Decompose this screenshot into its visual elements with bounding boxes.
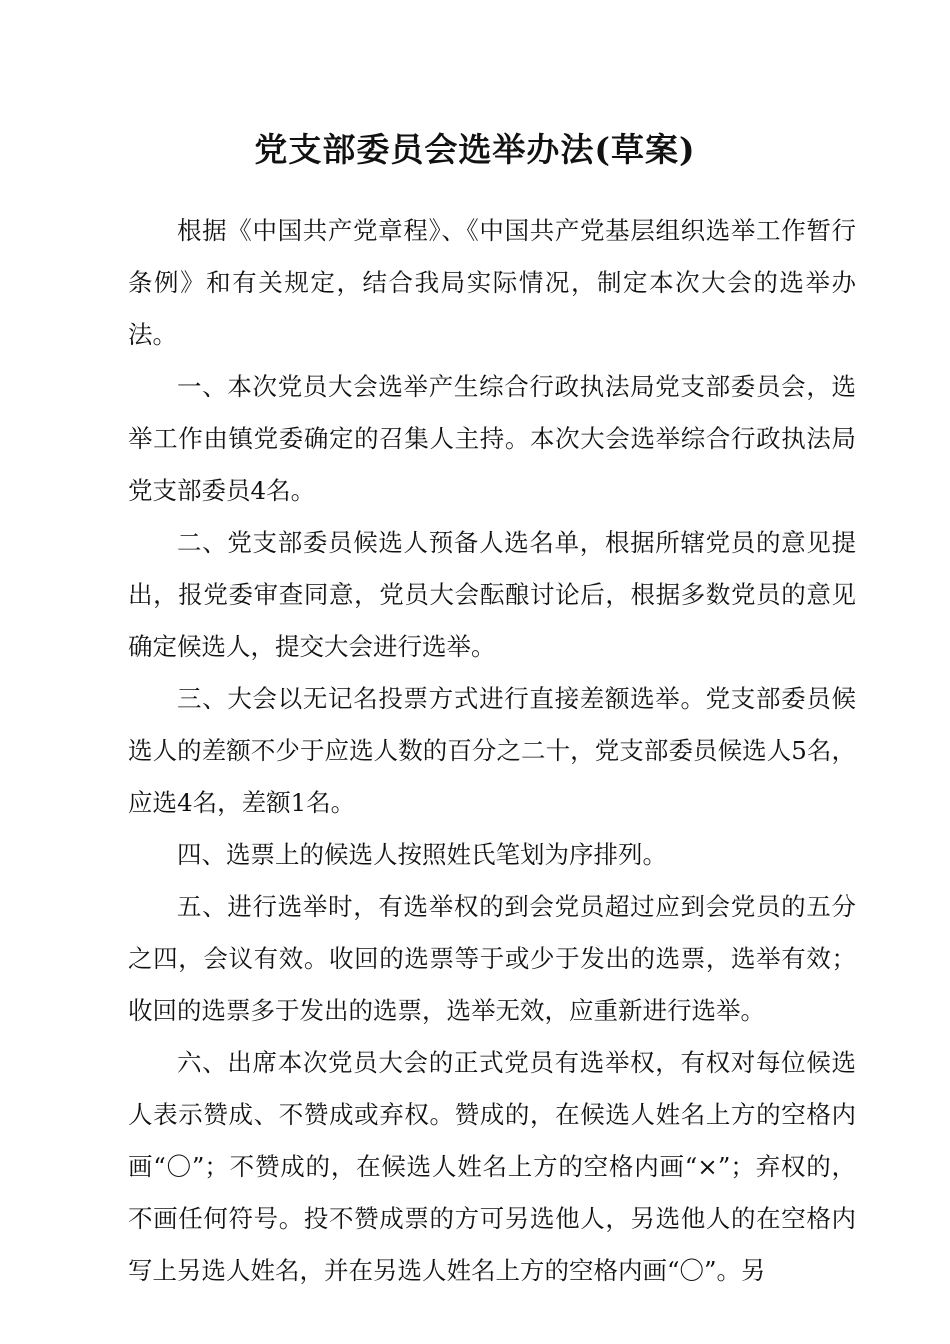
paragraph-preamble: 根据《中国共产党章程》、《中国共产党基层组织选举工作暂行条例》和有关规定，结合我局实际情况，制定本次大会的选举办法。 bbox=[128, 216, 856, 349]
document-title: 党支部委员会选举办法(草案) bbox=[254, 130, 696, 169]
document-body bbox=[128, 205, 856, 1297]
paragraph-article-3: 三、大会以无记名投票方式进行直接差额选举。党支部委员候选人的差额不少于应选人数的百分之二十，党支部委员候选人5名，应选4名，差额1名。 bbox=[128, 684, 856, 817]
paragraph-article-2: 二、党支部委员候选人预备人选名单，根据所辖党员的意见提出，报党委审查同意，党员大会酝酿讨论后，根据多数党员的意见确定候选人，提交大会进行选举。 bbox=[128, 528, 856, 661]
paragraph-article-5: 五、进行选举时，有选举权的到会党员超过应到会党员的五分之四，会议有效。收回的选票等于或少于发出的选票，选举有效；收回的选票多于发出的选票，选举无效，应重新进行选举。 bbox=[128, 892, 856, 1025]
paragraph-article-1: 一、本次党员大会选举产生综合行政执法局党支部委员会，选举工作由镇党委确定的召集人主持。本次大会选举综合行政执法局党支部委员4名。 bbox=[128, 372, 856, 505]
paragraph-article-4: 四、选票上的候选人按照姓氏笔划为序排列。 bbox=[177, 840, 667, 869]
paragraph-article-6: 六、出席本次党员大会的正式党员有选举权，有权对每位候选人表示赞成、不赞成或弃权。赞成的，在候选人姓名上方的空格内画“〇”；不赞成的，在候选人姓名上方的空格内画“×”；弃权的，不画任何符号。投不赞成票的方可另选他人，另选他人的在空格内写上另选人姓名，并在另选人姓名上方的空格内画“〇”。另 bbox=[128, 1048, 856, 1285]
